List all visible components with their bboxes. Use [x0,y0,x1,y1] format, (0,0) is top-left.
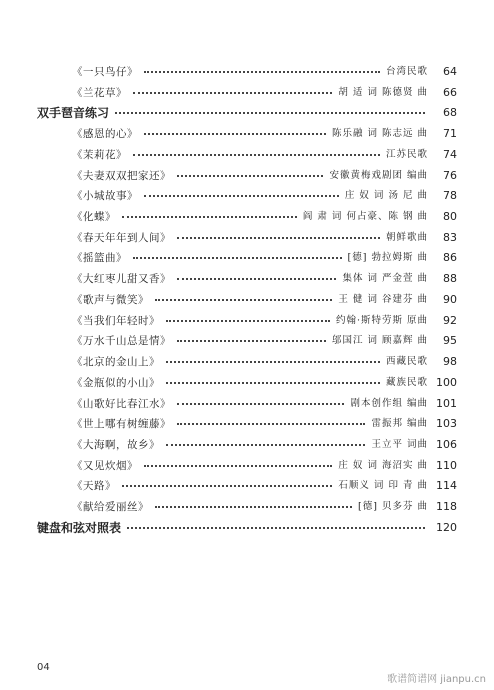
toc-entry[interactable] [0,476,494,496]
entry-credit: 邬国江 词 顾嘉辉 曲 [331,335,428,347]
toc-entry[interactable] [0,62,494,82]
entry-title: 《歌声与微笑》 [72,293,149,306]
entry-title: 《世上哪有树缠藤》 [72,418,171,431]
toc-entry[interactable] [0,497,494,517]
entry-credit: 阎 肃 词 何占豪、陈 钢 曲 [302,211,428,223]
toc-entry[interactable] [0,269,494,289]
entry-credit: 庄 奴 词 汤 尼 曲 [344,190,428,202]
dot-leader [133,92,332,94]
dot-leader [177,340,326,342]
entry-title: 《大红枣儿甜又香》 [72,273,171,286]
entry-title: 《当我们年轻时》 [72,314,160,327]
dot-leader [177,278,336,280]
toc-section[interactable] [0,518,494,538]
entry-page: 95 [443,334,457,348]
dot-leader [144,133,326,135]
entry-title: 《感恩的心》 [72,128,138,141]
entry-credit: 石顺义 词 印 青 曲 [338,480,428,492]
entry-credit: 台湾民歌 [385,66,428,77]
toc-entry[interactable] [0,456,494,476]
entry-credit: 陈乐融 词 陈志远 曲 [331,128,428,140]
entry-page: 66 [443,85,457,99]
entry-credit: 集体 词 严金萱 曲 [342,273,428,285]
dot-leader [144,71,380,73]
entry-title: 《大海啊，故乡》 [72,438,160,451]
entry-page: 83 [443,230,457,244]
entry-credit: 雷振邦 编曲 [371,418,428,430]
entry-page: 86 [443,251,457,265]
entry-credit: [德] 贝多芬 曲 [358,501,428,513]
entry-credit: 安徽黄梅戏剧团 编曲 [329,169,428,181]
dot-leader [177,423,365,425]
dot-leader [166,444,365,446]
dot-leader [166,320,330,322]
dot-leader [155,299,332,301]
entry-title: 《万水千山总是情》 [72,335,171,348]
dot-leader [144,465,332,467]
entry-title: 《献给爱丽丝》 [72,501,149,514]
dot-leader [122,216,297,218]
entry-title: 《北京的金山上》 [72,356,160,369]
entry-title: 《化蝶》 [72,211,116,224]
entry-credit: 王立平 词曲 [371,438,428,450]
toc-entry[interactable] [0,373,494,393]
entry-credit: 庄 奴 词 海沼实 曲 [338,459,428,471]
entry-page: 106 [436,437,457,451]
entry-page: 103 [436,417,457,431]
entry-title: 《夫妻双双把家还》 [72,169,171,182]
entry-page: 100 [436,375,457,389]
entry-page: 98 [443,355,457,369]
entry-page: 71 [443,127,457,141]
toc-entry[interactable] [0,83,494,103]
entry-page: 74 [443,147,457,161]
entry-credit: 朝鲜歌曲 [385,231,428,243]
entry-page: 114 [436,479,457,493]
toc-entry[interactable] [0,228,494,248]
entry-title: 《天路》 [72,480,116,493]
entry-title: 《山歌好比春江水》 [72,397,171,410]
dot-leader [166,382,380,384]
entry-title: 《兰花草》 [72,86,127,99]
toc-entry[interactable] [0,435,494,455]
dot-leader [133,257,342,259]
entry-credit: 王 健 词 谷建芬 曲 [338,293,428,305]
entry-page: 88 [443,272,457,286]
entry-title: 键盘和弦对照表 [37,520,122,535]
toc-entry[interactable] [0,352,494,372]
toc-section[interactable] [0,103,494,123]
dot-leader [122,485,332,487]
entry-page: 110 [436,458,457,472]
dot-leader [115,112,425,114]
entry-page: 101 [436,396,457,410]
entry-credit: 胡 适 词 陈德贤 曲 [338,86,428,98]
entry-credit: 藏族民歌 [385,376,428,388]
entry-page: 76 [443,168,457,182]
toc-entry[interactable] [0,166,494,186]
dot-leader [166,361,380,363]
entry-title: 《春天年年到人间》 [72,231,171,244]
toc-entry[interactable] [0,124,494,144]
entry-title: 《茉莉花》 [72,148,127,161]
dot-leader [155,506,352,508]
dot-leader [177,175,323,177]
entry-credit: 约翰·斯特劳斯 原曲 [335,314,428,326]
entry-page: 90 [443,292,457,306]
entry-page: 120 [436,520,457,534]
dot-leader [127,527,425,529]
entry-title: 《摇篮曲》 [72,252,127,265]
dot-leader [133,154,380,156]
toc-entry[interactable] [0,207,494,227]
entry-page: 80 [443,210,457,224]
entry-title: 双手琶音练习 [37,106,110,121]
entry-page: 92 [443,313,457,327]
entry-credit: 江苏民歌 [385,148,428,160]
toc-entry[interactable] [0,311,494,331]
toc-entry[interactable] [0,290,494,310]
dot-leader [177,403,344,405]
entry-title: 《金瓶似的小山》 [72,376,160,389]
dot-leader [177,237,380,239]
entry-credit: [德] 勃拉姆斯 曲 [347,252,428,264]
dot-leader [144,195,339,197]
entry-page: 118 [436,500,457,514]
entry-page: 78 [443,189,457,203]
toc-entry[interactable] [0,394,494,414]
page-number: 04 [37,662,50,673]
toc-entry[interactable] [0,248,494,268]
entry-credit: 西藏民歌 [385,356,428,368]
toc-entry[interactable] [0,186,494,206]
toc-entry[interactable] [0,414,494,434]
entry-title: 《一只鸟仔》 [72,66,138,78]
entry-title: 《又见炊烟》 [72,459,138,472]
toc-entry[interactable] [0,331,494,351]
entry-title: 《小城故事》 [72,190,138,203]
entry-credit: 剧本创作组 编曲 [350,397,428,409]
toc-entry[interactable] [0,145,494,165]
entry-page: 68 [443,106,457,120]
entry-page: 64 [443,65,457,78]
watermark: 歌谱简谱网 jianpu.cn [387,674,486,685]
